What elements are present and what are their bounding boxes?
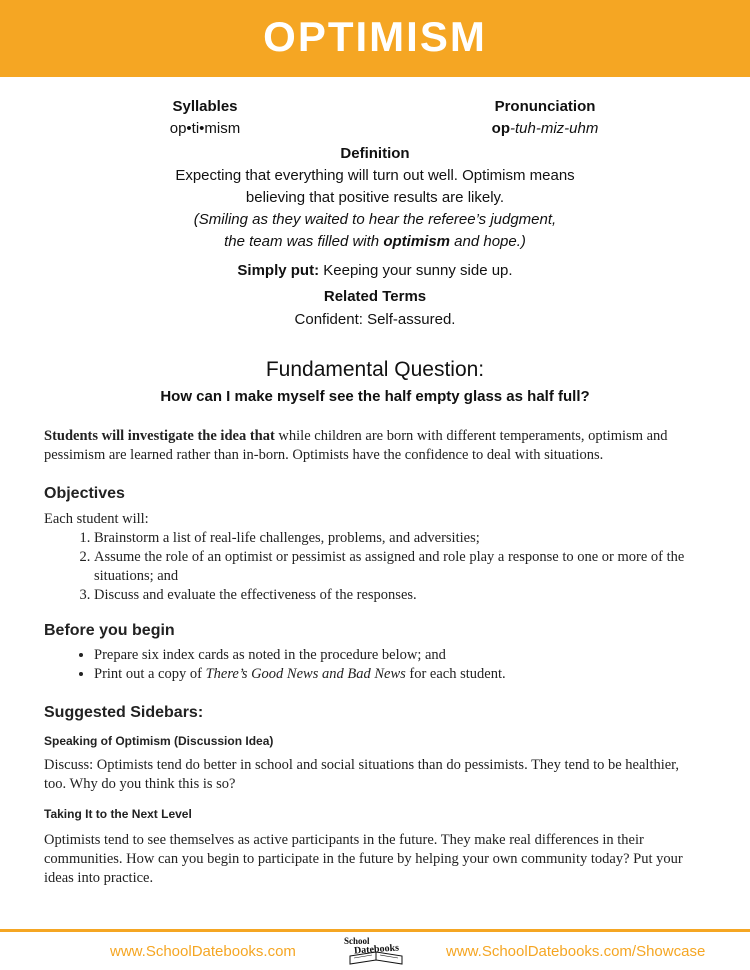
sidebar-1-title: Speaking of Optimism (Discussion Idea) bbox=[44, 734, 274, 748]
objective-item: 2. Assume the role of an optimist or pessimist as assigned and role play a response to one or more of the situations; and bbox=[94, 548, 704, 586]
before-begin-item bbox=[94, 665, 704, 684]
footer-right-link[interactable]: www.SchoolDatebooks.com/Showcase bbox=[446, 943, 706, 960]
definition-line-1: Expecting that everything will turn out well. Optimism means bbox=[175, 167, 575, 184]
item-text-after: for each student. bbox=[405, 666, 506, 682]
intro-paragraph bbox=[44, 427, 704, 465]
sidebars-heading: Suggested Sidebars: bbox=[44, 704, 204, 721]
intro-text: while children are born with different temperaments, optimism and pessimism are learned rather than in-born. Optimists have the confidence to deal with situations. bbox=[44, 428, 668, 463]
pronunciation-label: Pronunciation bbox=[494, 98, 596, 115]
title-banner bbox=[0, 0, 750, 77]
sidebar-2-title: Taking It to the Next Level bbox=[44, 807, 192, 821]
example-bold-word: optimism bbox=[383, 233, 451, 250]
before-begin-list bbox=[44, 646, 704, 684]
page-title: OPTIMISM bbox=[263, 13, 487, 60]
objective-item: 1. Brainstorm a list of real-life challenges, problems, and adversities; bbox=[94, 529, 704, 548]
before-begin-item: • Prepare six index cards as noted in the procedure below; and bbox=[94, 646, 704, 665]
definition-example-1: (Smiling as they waited to hear the referee’s judgment, bbox=[193, 211, 557, 228]
logo-text-datebooks: Datebooks bbox=[353, 942, 400, 957]
before-begin-heading: Before you begin bbox=[44, 622, 175, 639]
related-terms-text: Confident: Self-assured. bbox=[294, 311, 456, 328]
pronunciation-rest: -tuh-miz-uhm bbox=[509, 120, 599, 137]
pronunciation-stressed: op bbox=[491, 120, 510, 137]
simply-put bbox=[0, 260, 750, 282]
syllables-block bbox=[120, 96, 290, 140]
example-text-after: and hope.) bbox=[450, 233, 526, 250]
syllables-label: Syllables bbox=[172, 98, 238, 115]
example-text-before: the team was filled with bbox=[224, 233, 384, 250]
objectives-list bbox=[44, 529, 704, 605]
definition-label: Definition bbox=[340, 145, 410, 162]
school-datebooks-logo bbox=[340, 934, 410, 968]
fundamental-question-text: How can I make myself see the half empty glass as half full? bbox=[160, 388, 590, 405]
before-begin-block bbox=[44, 646, 704, 684]
related-terms-label: Related Terms bbox=[323, 288, 427, 305]
syllables-value: op•ti•mism bbox=[169, 120, 241, 137]
sidebar-1-text: Discuss: Optimists tend do better in school and social situations than do pessimists. They tend to be healthier, too. Why do you think this is so? bbox=[44, 757, 680, 792]
sidebar-2-text: Optimists tend to see themselves as active participants in the future. They make real differences in their communities. How can you begin to participate in the future by helping your own community today? Put your ideas into practice. bbox=[44, 832, 683, 886]
pronunciation-block bbox=[460, 96, 630, 140]
logo-text-school: School bbox=[344, 936, 370, 946]
definition-example-2 bbox=[0, 231, 750, 253]
footer-left-link[interactable]: www.SchoolDatebooks.com bbox=[110, 943, 296, 960]
pronunciation-value bbox=[460, 118, 630, 140]
objectives-heading: Objectives bbox=[44, 485, 125, 502]
simply-put-text: Keeping your sunny side up. bbox=[319, 262, 513, 279]
objective-item: 3. Discuss and evaluate the effectiveness of the responses. bbox=[94, 586, 704, 605]
simply-put-label: Simply put: bbox=[237, 262, 320, 279]
intro-bold: Students will investigate the idea that bbox=[44, 428, 275, 444]
objectives-lead: Each student will: bbox=[44, 511, 149, 527]
definition-line-2: believing that positive results are likely. bbox=[245, 189, 505, 206]
item-italic-title: There’s Good News and Bad News bbox=[205, 666, 406, 682]
item-text-before: Print out a copy of bbox=[94, 666, 206, 682]
footer-divider bbox=[0, 929, 750, 932]
objectives-block bbox=[44, 510, 704, 605]
fundamental-question-title: Fundamental Question: bbox=[265, 358, 485, 381]
